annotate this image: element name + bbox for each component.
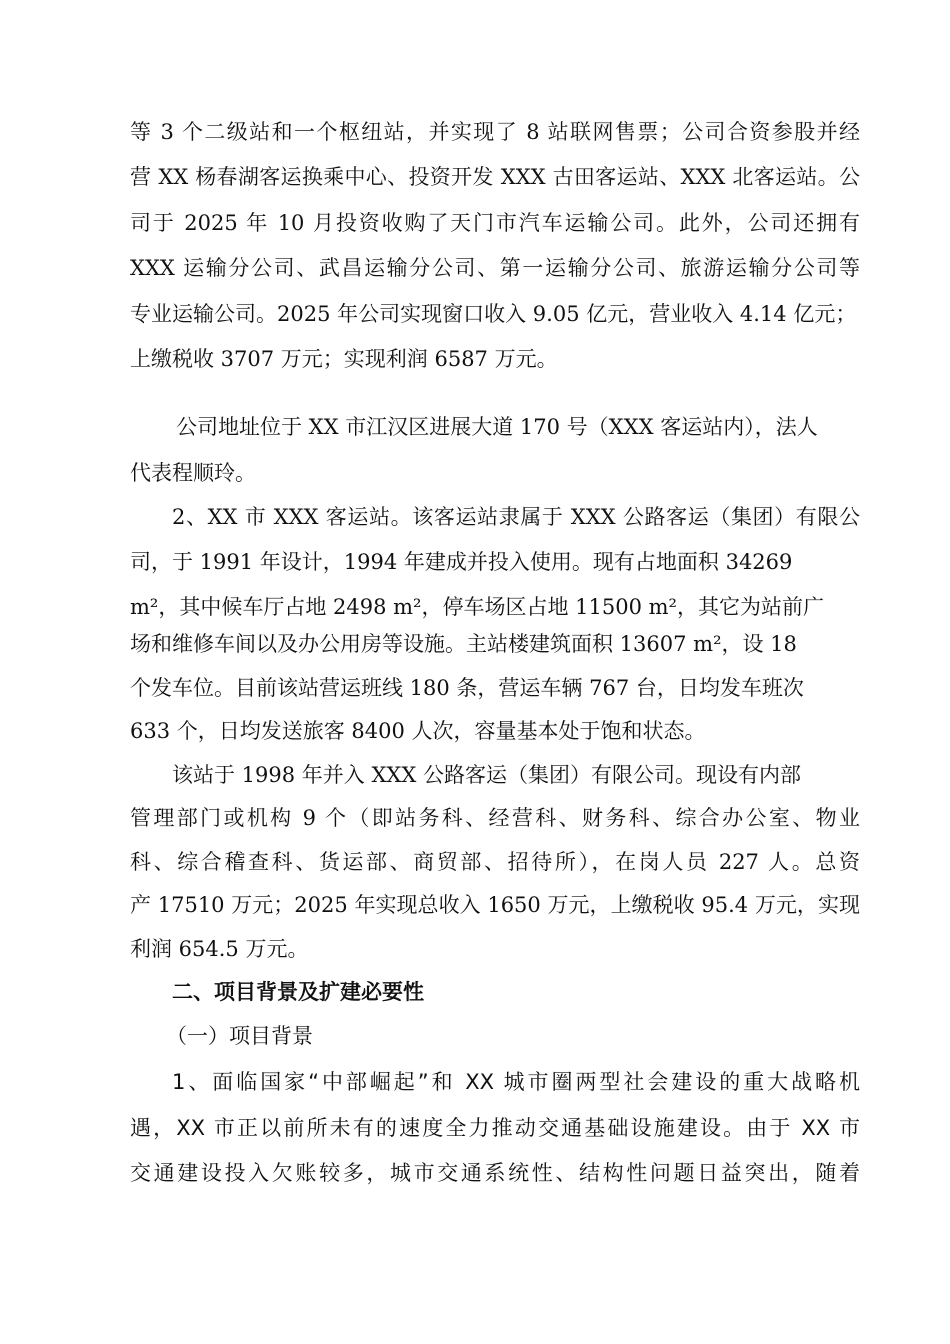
paragraph-line: 代表程顺玲。 (130, 461, 256, 485)
paragraph-line: 营 XX 杨春湖客运换乘中心、投资开发 XXX 古田客运站、XXX 北客运站。公 (130, 165, 860, 189)
paragraph-line: 等 3 个二级站和一个枢纽站，并实现了 8 站联网售票；公司合资参股并经 (130, 120, 860, 144)
paragraph-line: 场和维修车间以及办公用房等设施。主站楼建筑面积 13607 m²，设 18 (130, 632, 797, 656)
paragraph-line: 2、XX 市 XXX 客运站。该客运站隶属于 XXX 公路客运（集团）有限公 (172, 505, 860, 529)
area-unit-text: m²，其中候车厅占地 2498 m²，停车场区占地 11500 m²，其它为站前广 (130, 595, 824, 619)
paragraph-line: 司，于 1991 年设计，1994 年建成并投入使用。现有占地面积 34269 (130, 550, 793, 574)
paragraph-line: 科、综合稽查科、货运部、商贸部、招待所），在岗人员 227 人。总资 (130, 850, 860, 874)
paragraph-line: XXX 运输分公司、武昌运输分公司、第一运输分公司、旅游运输分公司等 (130, 256, 860, 280)
paragraph-line: 遇，XX 市正以前所未有的速度全力推动交通基础设施建设。由于 XX 市 (130, 1116, 860, 1140)
paragraph-line: 个发车位。目前该站营运班线 180 条，营运车辆 767 台，日均发车班次 (130, 676, 804, 700)
paragraph-line: 该站于 1998 年并入 XXX 公路客运（集团）有限公司。现设有内部 (172, 763, 801, 787)
paragraph-line: 专业运输公司。2025 年公司实现窗口收入 9.05 亿元，营业收入 4.14 亿元； (130, 302, 857, 326)
paragraph-line: 产 17510 万元；2025 年实现总收入 1650 万元，上缴税收 95.4 万元，实现 (130, 893, 860, 917)
paragraph-line: 1、面临国家“中部崛起”和 XX 城市圈两型社会建设的重大战略机 (172, 1070, 860, 1094)
paragraph-line (130, 587, 860, 627)
paragraph-line: 交通建设投入欠账较多，城市交通系统性、结构性问题日益突出，随着 (130, 1161, 860, 1185)
paragraph-line: 633 个，日均发送旅客 8400 人次，容量基本处于饱和状态。 (130, 719, 706, 743)
paragraph-line: 利润 654.5 万元。 (130, 937, 309, 961)
paragraph-line: 管理部门或机构 9 个（即站务科、经营科、财务科、综合办公室、物业 (130, 806, 860, 830)
paragraph-line: 司于 2025 年 10 月投资收购了天门市汽车运输公司。此外，公司还拥有 (130, 211, 860, 235)
section-heading: 二、项目背景及扩建必要性 (172, 980, 424, 1004)
paragraph-line: 公司地址位于 XX 市江汉区进展大道 170 号（XXX 客运站内），法人 (176, 415, 818, 439)
paragraph-line: 上缴税收 3707 万元；实现利润 6587 万元。 (130, 347, 558, 371)
subsection-heading: （一）项目背景 (166, 1024, 313, 1048)
